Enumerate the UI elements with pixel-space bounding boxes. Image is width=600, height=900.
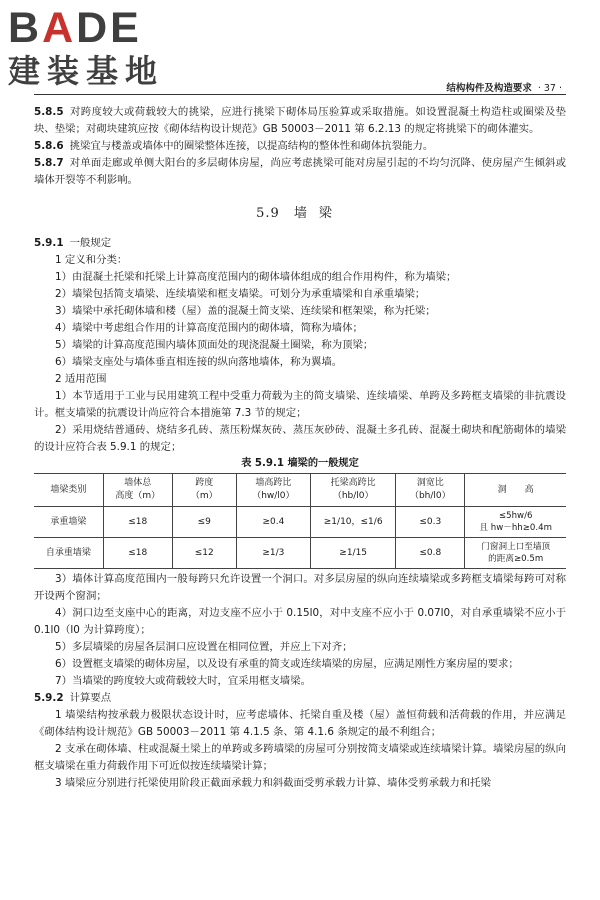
cell-type: 自承重墙梁 (34, 538, 103, 569)
cell-height: ≤18 (103, 507, 172, 538)
cell-opening-width: ≤0.8 (396, 538, 465, 569)
running-header (446, 80, 562, 94)
table-header-row (34, 474, 566, 507)
cell-opening-height: 门窗洞上口至墙顶 的距离≥0.5m (465, 538, 566, 569)
definition-item: 1）由混凝土托梁和托梁上计算高度范围内的砌体墙体组成的组合作用构件，称为墙梁； (55, 271, 457, 283)
clause-5-8-5: 5.8.5 对跨度较大或荷载较大的挑梁，应进行挑梁下砌体局压验算或采取措施。如设置混凝土构造柱或圈梁及垫块、垫梁；对砌块建筑应按《砌体结构设计规范》GB 50003－2011 第 6.2.13 的规定将挑梁下的砌体灌实。 (34, 106, 566, 135)
note-item: 5）多层墙梁的房屋各层洞口应设置在相同位置，并应上下对齐； (55, 641, 353, 653)
cell-height: ≤18 (103, 538, 172, 569)
page-body (34, 104, 566, 792)
col-header-beam-ratio: 托梁高跨比 （hb/l0） (311, 474, 396, 507)
cell-opening-height: ≤5hw/6 且 hw－hh≥0.4m (465, 507, 566, 538)
brand-logo (8, 6, 164, 90)
definition-item: 3）墙梁中承托砌体墙和楼（屋）盖的混凝土简支梁、连续梁和框架梁，称为托梁； (55, 305, 436, 317)
definition-item: 5）墙梁的计算高度范围内墙体顶面处的现浇混凝土圈梁，称为顶梁； (55, 339, 374, 351)
definition-item: 6）墙梁支座处与墙体垂直相连接的纵向落地墙体，称为翼墙。 (55, 356, 343, 368)
calc-item: 3 墙梁应分别进行托梁使用阶段正截面承载力和斜截面受剪承载力计算、墙体受剪承载力和托梁 (55, 777, 491, 789)
scope-item: 1）本节适用于工业与民用建筑工程中受重力荷载为主的简支墙梁、连续墙梁、单跨及多跨框支墙梁的非抗震设计。框支墙梁的抗震设计尚应符合本措施第 7.3 节的规定； (34, 390, 566, 419)
section-title: 5.9 墙梁 (256, 206, 344, 221)
clause-5-9-1: 5.9.1 一般规定 (34, 237, 112, 249)
clause-5-8-6: 5.8.6 挑梁宜与楼盖或墙体中的圈梁整体连接，以提高结构的整体性和砌体抗裂能力。 (34, 140, 434, 152)
col-header-wall-ratio: 墙高跨比 （hw/l0） (236, 474, 310, 507)
logo-chinese: 建装基地 (8, 52, 165, 90)
col-header-span: 跨度 （m） (172, 474, 236, 507)
cell-span: ≤9 (172, 507, 236, 538)
header-rule (34, 94, 566, 95)
note-item: 6）设置框支墙梁的砌体房屋，以及设有承重的简支或连续墙梁的房屋，应满足刚性方案房屋的要求； (55, 658, 519, 670)
page-number: · 37 · (537, 83, 562, 94)
cell-wall-ratio: ≥0.4 (236, 507, 310, 538)
table-title: 表 5.9.1 墙梁的一般规定 (241, 458, 359, 469)
col-header-type: 墙梁类别 (34, 474, 103, 507)
definition-item: 2）墙梁包括简支墙梁、连续墙梁和框支墙梁。可划分为承重墙梁和自承重墙梁； (55, 288, 426, 300)
running-title: 结构构件及构造要求 (446, 83, 532, 94)
table-row (34, 538, 566, 569)
cell-beam-ratio: ≥1/10，≤1/6 (311, 507, 396, 538)
item-definitions-title: 1 定义和分类： (55, 254, 128, 266)
scope-item: 2）采用烧结普通砖、烧结多孔砖、蒸压粉煤灰砖、蒸压灰砂砖、混凝土多孔砖、混凝土砌块和配筋砌体的墙梁的设计应符合表 5.9.1 的规定； (34, 424, 566, 453)
cell-opening-width: ≤0.3 (396, 507, 465, 538)
cell-span: ≤12 (172, 538, 236, 569)
cell-type: 承重墙梁 (34, 507, 103, 538)
note-item: 7）当墙梁的跨度较大或荷载较大时，宜采用框支墙梁。 (55, 675, 311, 687)
logo-wordmark: BADE (8, 4, 142, 52)
table-row (34, 507, 566, 538)
calc-item: 2 支承在砌体墙、柱或混凝土梁上的单跨或多跨墙梁的房屋可分别按简支墙梁或连续墙梁计算。墙梁房屋的纵向框支墙梁在重力荷载作用下可近似按连续墙梁计算； (34, 743, 566, 772)
col-header-opening-height: 洞 高 (465, 474, 566, 507)
clause-5-9-2: 5.9.2 计算要点 (34, 692, 112, 704)
wall-beam-table (34, 473, 566, 569)
definition-item: 4）墙梁中考虑组合作用的计算高度范围内的砌体墙，简称为墙体； (55, 322, 363, 334)
col-header-opening-width: 洞宽比 （bh/l0） (396, 474, 465, 507)
item-scope-title: 2 适用范围 (55, 373, 107, 385)
clause-5-8-7: 5.8.7 对单面走廊或单侧大阳台的多层砌体房屋，尚应考虑挑梁可能对房屋引起的不均匀沉降、使房屋产生倾斜或墙体开裂等不利影响。 (34, 157, 566, 186)
logo-accent-letter: A (42, 4, 77, 52)
note-item: 3）墙体计算高度范围内一般每跨只允许设置一个洞口。对多层房屋的纵向连续墙梁或多跨框支墙梁每跨可对称开设两个窗洞； (34, 573, 566, 602)
col-header-height: 墙体总 高度（m） (103, 474, 172, 507)
note-item: 4）洞口边至支座中心的距离，对边支座不应小于 0.15l0，对中支座不应小于 0.07l0，对自承重墙梁不应小于 0.1l0（l0 为计算跨度）； (34, 607, 566, 636)
cell-wall-ratio: ≥1/3 (236, 538, 310, 569)
calc-item: 1 墙梁结构按承载力极限状态设计时，应考虑墙体、托梁自重及楼（屋）盖恒荷载和活荷载的作用，并应满足《砌体结构设计规范》GB 50003－2011 第 4.1.5 条、第 4.1.6 条规定的最不利组合； (34, 709, 566, 738)
cell-beam-ratio: ≥1/15 (311, 538, 396, 569)
